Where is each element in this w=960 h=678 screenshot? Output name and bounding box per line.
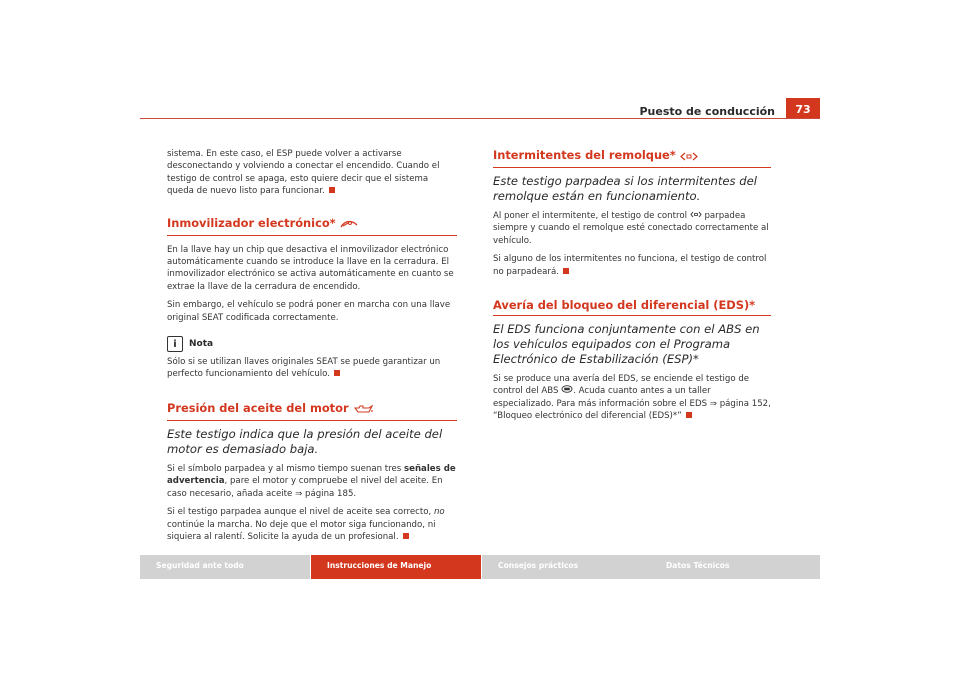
end-marker bbox=[403, 533, 409, 539]
trailer-paragraph-1: Al poner el intermitente, el testigo de control parpadea siempre y cuando el remolque esté conectado correctamente al vehículo. bbox=[493, 211, 769, 246]
oil-paragraph-1: Si el símbolo parpadea y al mismo tiempo suenan tres señales de advertencia, pare el motor y compruebe el nivel del aceite. En caso necesario, añada aceite ⇒ página 185. bbox=[167, 463, 456, 499]
trailer-arrows-icon bbox=[680, 150, 698, 164]
end-marker bbox=[334, 370, 340, 376]
footer-tab-consejos[interactable]: Consejos prácticos bbox=[482, 555, 652, 579]
end-marker bbox=[563, 268, 569, 274]
left-column bbox=[167, 148, 457, 549]
eds-paragraph-1: Si se produce una avería del EDS, se enciende el testigo de control del ABS . Acuda cuanto antes a un taller especializado. Para más información sobre el EDS ⇒ página 152, “Bloqueo electrónico del diferencial (EDS)*” bbox=[493, 374, 771, 422]
oil-paragraph-2: Si el testigo parpadea aunque el nivel de aceite sea correcto, no continúe la marcha. No deje que el motor siga funcionando, ni siquiera al ralentí. Solicite la ayuda de un profesional. bbox=[167, 507, 445, 542]
trailer-arrows-icon bbox=[690, 211, 702, 221]
end-marker bbox=[686, 412, 692, 418]
trailer-paragraph-2: Si alguno de los intermitentes no funciona, el testigo de control no parpadeará. bbox=[493, 254, 767, 277]
note-text: Sólo si se utilizan llaves originales SEAT se puede garantizar un perfecto funcionamiento del vehículo. bbox=[167, 357, 441, 380]
intro-paragraph: sistema. En este caso, el ESP puede volver a activarse desconectando y volviendo a conectar el encendido. Cuando el testigo de control se apaga, esto quiere decir que el sistema queda de nuevo listo para funcionar. bbox=[167, 149, 440, 197]
immobilizer-paragraph-1: En la llave hay un chip que desactiva el inmovilizador electrónico automáticamente cuando se introduce la llave en la cerradura. El inmovilizador electrónico se activa automáticamente en cuanto se extrae la llave de la cerradura de encendido. bbox=[167, 244, 454, 292]
note-header bbox=[167, 336, 457, 352]
right-column bbox=[493, 148, 771, 429]
oil-can-icon bbox=[353, 403, 373, 417]
eds-subtitle: El EDS funciona conjuntamente con el ABS en los vehículos equipados con el Programa Electrónico de Estabilización (ESP)* bbox=[493, 322, 760, 367]
header-rule bbox=[140, 118, 820, 119]
abs-icon bbox=[561, 386, 573, 396]
trailer-heading: Intermitentes del remolque* bbox=[493, 148, 771, 168]
footer-tab-instrucciones[interactable]: Instrucciones de Manejo bbox=[311, 555, 481, 579]
footer-tab-datos[interactable]: Datos Técnicos bbox=[650, 555, 820, 579]
oil-pressure-subtitle: Este testigo indica que la presión del aceite del motor es demasiado baja. bbox=[167, 426, 443, 456]
note-icon: i bbox=[167, 336, 183, 352]
key-car-icon bbox=[340, 218, 358, 232]
eds-heading: Avería del bloqueo del diferencial (EDS)* bbox=[493, 298, 771, 316]
immobilizer-paragraph-2: Sin embargo, el vehículo se podrá poner en marcha con una llave original SEAT codificada correctamente. bbox=[167, 300, 451, 323]
end-marker bbox=[329, 187, 335, 193]
header-title: Puesto de conducción bbox=[639, 105, 775, 118]
note-label: Nota bbox=[189, 339, 214, 350]
trailer-subtitle: Este testigo parpadea si los intermitentes del remolque están en funcionamiento. bbox=[493, 174, 757, 203]
page-number: 73 bbox=[786, 98, 820, 119]
immobilizer-heading: Inmovilizador electrónico* bbox=[167, 216, 457, 236]
oil-pressure-heading: Presión del aceite del motor bbox=[167, 401, 457, 421]
footer-tab-seguridad[interactable]: Seguridad ante todo bbox=[140, 555, 310, 579]
